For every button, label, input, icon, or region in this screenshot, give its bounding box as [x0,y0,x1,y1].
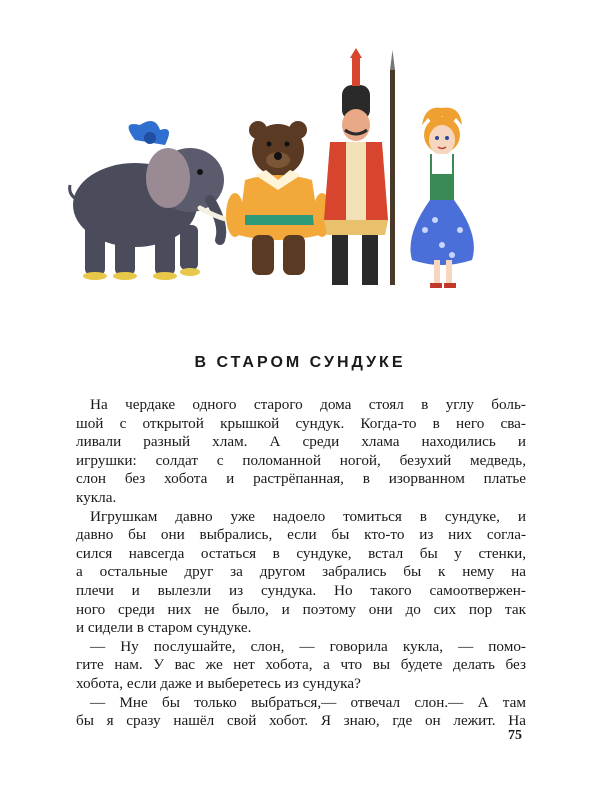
text-line: давно бы они выбрались, если бы кто-то из них согла- [76,526,526,544]
doll-icon [410,108,473,288]
text-line: плечи и вылезли из сундука. Но такого самоотвержен- [76,581,526,599]
text-line: игрушки: солдат с поломанной ногой, безухий медведь, [76,451,526,469]
text-line: хобота, если даже и выберетесь из сундука? [76,674,361,692]
text-line: гите нам. У вас же нет хобота, а что вы будете делать без [76,656,526,674]
page-number: 75 [508,728,522,743]
elephant-icon [70,121,230,280]
text-line: а остальные друг за другом забрались бы к нему на [76,563,526,581]
body-text [76,396,526,731]
bear-icon [226,121,331,275]
paragraph [76,694,526,731]
text-line: кукла. [76,488,117,506]
chapter-title: В СТАРОМ СУНДУКЕ [194,354,406,371]
text-line: и сидели в старом сундуке. [76,619,252,637]
text-line: — Ну послушайте, слон, — говорила кукла, — помо- [90,637,526,655]
text-line: слон без хобота и растрёпанная, в изорванном платье [76,470,526,488]
toys-illustration [40,30,540,300]
text-line: шой с открытой крышкой сундук. Когда-то в него сва- [76,414,526,432]
text-line: Игрушкам давно уже надоело томиться в сундуке, и [90,507,526,525]
paragraph [76,396,526,508]
paragraph [76,508,526,638]
paragraph [76,638,526,694]
text-line: бы я сразу нашёл свой хобот. Я знаю, где он лежит. На [76,712,526,730]
text-line: — Мне бы только выбраться,— отвечал слон.— А там [90,693,526,711]
text-line: сился навсегда остаться в сундуке, встал бы у стенки, [76,544,526,562]
text-line: ливали разный хлам. А среди хлама находились и [76,433,526,451]
text-line: На чердаке одного старого дома стоял в углу боль- [90,396,526,413]
text-line: ного среди них не было, и поэтому они до сих пор так [76,600,526,618]
soldier-icon [324,48,395,285]
